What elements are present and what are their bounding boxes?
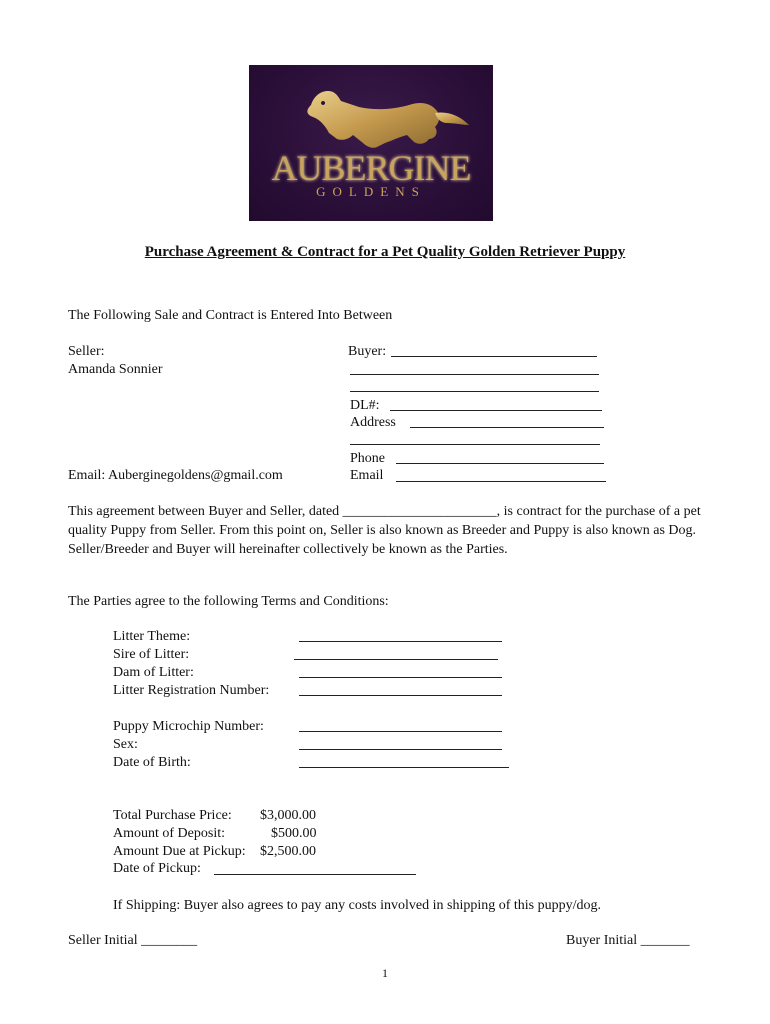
seller-name: Amanda Sonnier bbox=[68, 362, 163, 377]
litter-theme-field[interactable] bbox=[299, 641, 502, 642]
amount-due-label: Amount Due at Pickup: bbox=[113, 844, 246, 859]
date-of-birth-label: Date of Birth: bbox=[113, 755, 191, 770]
buyer-email-field[interactable] bbox=[396, 481, 606, 482]
buyer-address-line-2[interactable] bbox=[350, 444, 600, 445]
buyer-name-field[interactable] bbox=[391, 356, 597, 357]
deposit-value: $500.00 bbox=[271, 826, 317, 841]
total-price-value: $3,000.00 bbox=[260, 808, 316, 823]
pickup-date-label: Date of Pickup: bbox=[113, 861, 201, 876]
agreement-paragraph: This agreement between Buyer and Seller, dated ______________________, is contract for the purchase of a pet quality Puppy from Seller. From this point on, Seller is also known as Breeder and Puppy is also known as Dog. Seller/Breeder and Buyer will hereinafter collectively be known as the Parties. bbox=[68, 504, 701, 557]
total-price-label: Total Purchase Price: bbox=[113, 808, 232, 823]
buyer-phone-field[interactable] bbox=[396, 463, 604, 464]
buyer-dl-label: DL#: bbox=[350, 398, 380, 413]
litter-theme-label: Litter Theme: bbox=[113, 629, 191, 644]
litter-registration-label: Litter Registration Number: bbox=[113, 683, 270, 698]
buyer-dl-field[interactable] bbox=[390, 410, 602, 411]
sire-of-litter-label: Sire of Litter: bbox=[113, 647, 190, 662]
aubergine-goldens-logo bbox=[249, 65, 493, 221]
microchip-label: Puppy Microchip Number: bbox=[113, 719, 264, 734]
sex-field[interactable] bbox=[299, 749, 502, 750]
date-of-birth-field[interactable] bbox=[299, 767, 509, 768]
litter-registration-field[interactable] bbox=[299, 695, 502, 696]
sex-label: Sex: bbox=[113, 737, 138, 752]
deposit-label: Amount of Deposit: bbox=[113, 826, 225, 841]
document-title: Purchase Agreement & Contract for a Pet Quality Golden Retriever Puppy bbox=[144, 244, 626, 260]
buyer-name-line-2[interactable] bbox=[350, 374, 599, 375]
seller-initial: Seller Initial ________ bbox=[68, 933, 198, 948]
buyer-phone-label: Phone bbox=[350, 451, 385, 466]
amount-due-value: $2,500.00 bbox=[260, 844, 316, 859]
page-number: 1 bbox=[382, 966, 388, 980]
buyer-label: Buyer: bbox=[348, 344, 387, 359]
terms-intro: The Parties agree to the following Terms and Conditions: bbox=[68, 594, 389, 609]
intro-text: The Following Sale and Contract is Entered Into Between bbox=[68, 308, 393, 323]
logo-wordmark: AUBERGINE bbox=[271, 148, 471, 188]
microchip-field[interactable] bbox=[299, 731, 502, 732]
buyer-address-label: Address bbox=[350, 415, 396, 430]
dam-of-litter-label: Dam of Litter: bbox=[113, 665, 194, 680]
buyer-email-label: Email bbox=[350, 468, 384, 483]
seller-label: Seller: bbox=[68, 344, 105, 359]
seller-email: Email: Auberginegoldens@gmail.com bbox=[68, 468, 283, 483]
buyer-initial: Buyer Initial _______ bbox=[566, 933, 690, 948]
logo-subtitle: GOLDENS bbox=[316, 184, 426, 199]
shipping-text: If Shipping: Buyer also agrees to pay any costs involved in shipping of this puppy/dog. bbox=[113, 898, 602, 913]
sire-of-litter-field[interactable] bbox=[294, 659, 498, 660]
pickup-date-field[interactable] bbox=[214, 874, 416, 875]
buyer-address-field[interactable] bbox=[410, 427, 604, 428]
dam-of-litter-field[interactable] bbox=[299, 677, 502, 678]
buyer-name-line-3[interactable] bbox=[350, 391, 599, 392]
